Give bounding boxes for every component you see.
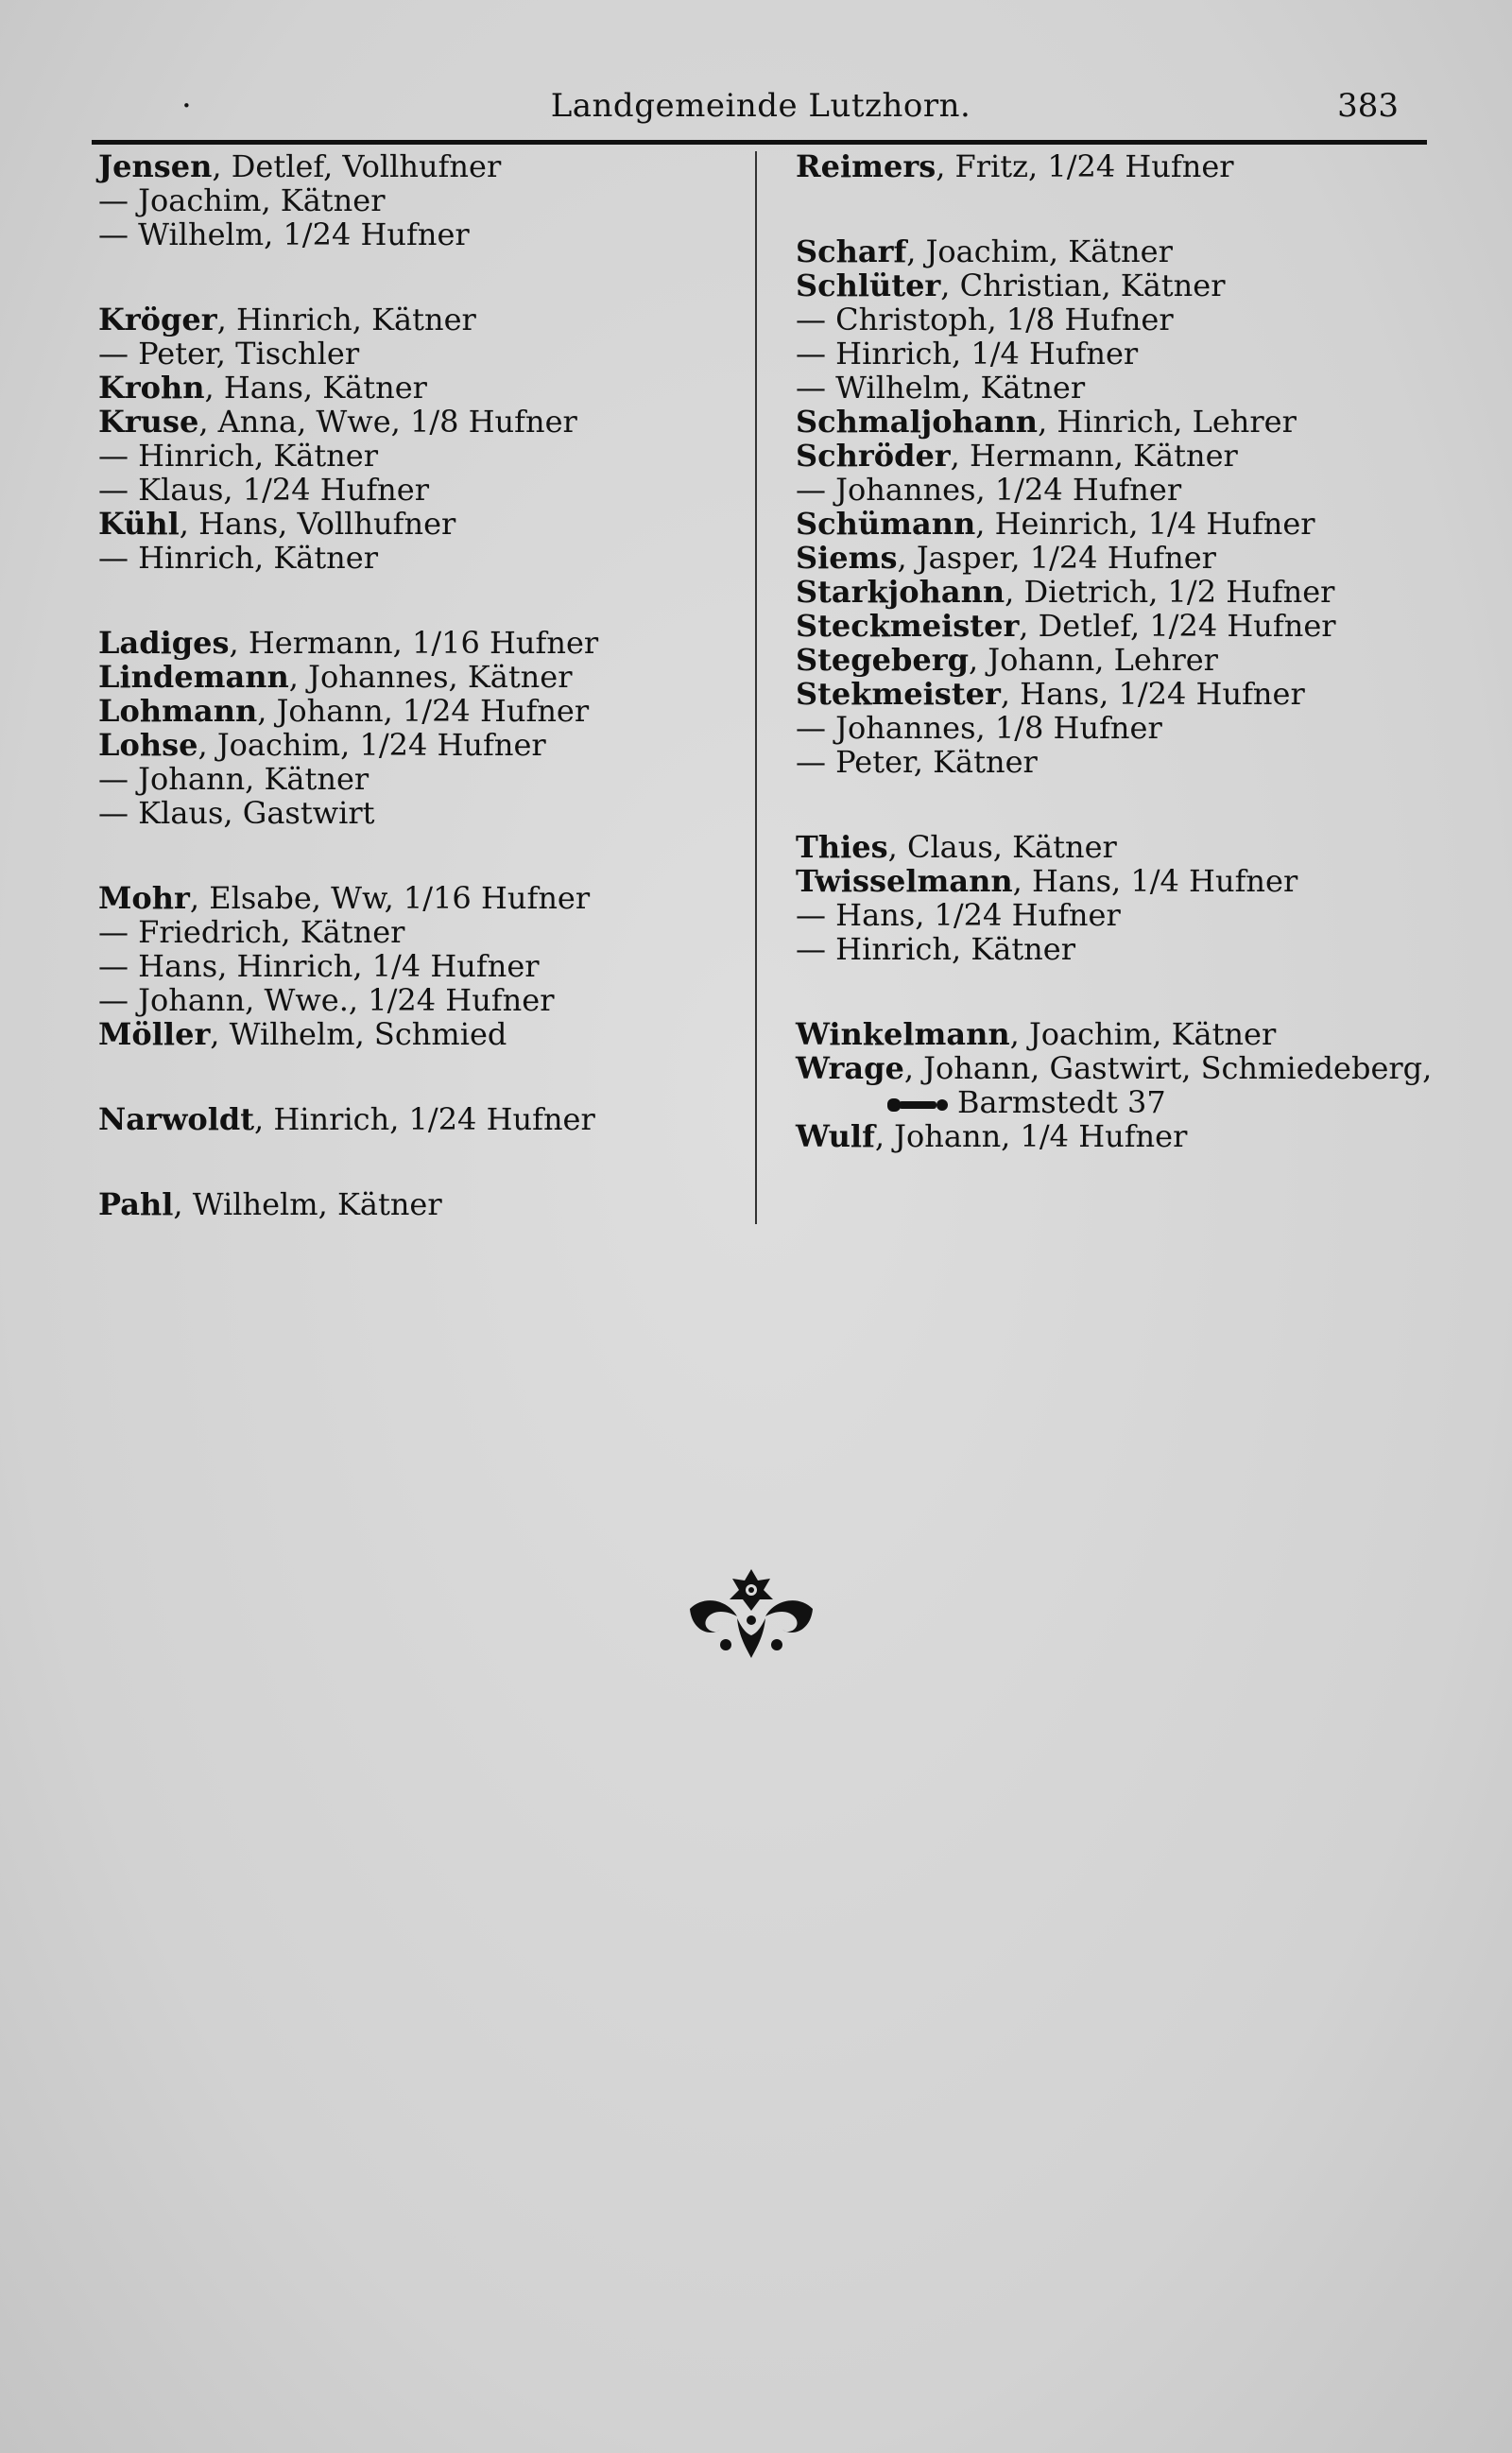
surname: Krohn	[98, 370, 205, 406]
list-item: — Hans, 1/24 Hufner	[796, 897, 1121, 933]
group-gap	[796, 183, 1438, 234]
surname: Mohr	[98, 880, 190, 916]
list-item: — Johann, Kätner	[98, 761, 369, 797]
left-column	[98, 149, 741, 1221]
list-item: — Klaus, 1/24 Hufner	[98, 472, 429, 508]
list-item: Jensen, Detlef, Vollhufner	[98, 148, 502, 184]
list-item: Schümann, Heinrich, 1/4 Hufner	[796, 506, 1315, 542]
list-item: Lindemann, Johannes, Kätner	[98, 659, 573, 695]
surname: Lohmann	[98, 693, 258, 729]
surname: Siems	[796, 540, 898, 576]
page-header	[94, 87, 1427, 144]
telephone-hand-icon	[885, 1093, 952, 1117]
list-item: — Klaus, Gastwirt	[98, 795, 375, 831]
surname: Schmaljohann	[796, 404, 1039, 440]
surname: Winkelmann	[796, 1016, 1010, 1052]
group-gap	[98, 1136, 741, 1187]
surname: Scharf	[796, 233, 907, 269]
list-item: Stegeberg, Johann, Lehrer	[796, 642, 1218, 678]
list-item: — Johannes, 1/8 Hufner	[796, 710, 1162, 746]
surname: Narwoldt	[98, 1101, 255, 1137]
surname: Reimers	[796, 148, 936, 184]
list-item: — Christoph, 1/8 Hufner	[796, 302, 1174, 337]
surname: Stekmeister	[796, 676, 1001, 712]
list-item: Lohmann, Johann, 1/24 Hufner	[98, 693, 590, 729]
surname: Kühl	[98, 506, 180, 542]
list-item: Wrage, Johann, Gastwirt, Schmiedeberg,	[796, 1050, 1433, 1086]
surname: Möller	[98, 1016, 211, 1052]
list-item: — Joachim, Kätner	[98, 182, 386, 218]
right-column	[796, 149, 1438, 1153]
surname: Steckmeister	[796, 608, 1020, 644]
page-title: Landgemeinde Lutzhorn.	[550, 87, 971, 125]
surname: Twisselmann	[796, 863, 1013, 899]
surname: Lohse	[98, 727, 198, 763]
list-item: — Peter, Kätner	[796, 744, 1038, 780]
header-rule	[92, 140, 1427, 145]
surname: Ladiges	[98, 625, 230, 661]
surname: Starkjohann	[796, 574, 1005, 610]
list-item: Pahl, Wilhelm, Kätner	[98, 1186, 442, 1222]
list-item: Kröger, Hinrich, Kätner	[98, 302, 476, 337]
list-item: — Hans, Hinrich, 1/4 Hufner	[98, 948, 540, 984]
list-item: Stekmeister, Hans, 1/24 Hufner	[796, 676, 1305, 712]
list-item: Winkelmann, Joachim, Kätner	[796, 1016, 1277, 1052]
list-item: Starkjohann, Dietrich, 1/2 Hufner	[796, 574, 1335, 610]
list-item: — Peter, Tischler	[98, 336, 360, 371]
list-item: Schlüter, Christian, Kätner	[796, 268, 1226, 303]
telephone-number: Barmstedt 37	[957, 1084, 1166, 1120]
header-dot: ·	[181, 87, 192, 125]
group-gap	[98, 251, 741, 302]
surname: Wulf	[796, 1118, 875, 1154]
group-gap	[98, 1051, 741, 1102]
list-item: Kühl, Hans, Vollhufner	[98, 506, 456, 542]
surname: Kruse	[98, 404, 199, 440]
list-item: Scharf, Joachim, Kätner	[796, 233, 1173, 269]
surname: Thies	[796, 829, 888, 865]
list-item: — Johann, Wwe., 1/24 Hufner	[98, 982, 555, 1018]
group-gap	[796, 779, 1438, 830]
list-item: — Hinrich, Kätner	[98, 438, 379, 474]
list-item: — Hinrich, Kätner	[796, 931, 1076, 967]
list-item: Kruse, Anna, Wwe, 1/8 Hufner	[98, 404, 577, 440]
surname: Schlüter	[796, 268, 941, 303]
column-divider	[755, 151, 757, 1224]
list-item: Schmaljohann, Hinrich, Lehrer	[796, 404, 1297, 440]
list-item: — Wilhelm, Kätner	[796, 370, 1086, 406]
list-item: Wulf, Johann, 1/4 Hufner	[796, 1118, 1188, 1154]
surname: Stegeberg	[796, 642, 969, 678]
floral-ornament-icon	[680, 1562, 822, 1666]
group-gap	[98, 575, 741, 626]
list-item: Möller, Wilhelm, Schmied	[98, 1016, 507, 1052]
list-item: Twisselmann, Hans, 1/4 Hufner	[796, 863, 1298, 899]
list-item: Schröder, Hermann, Kätner	[796, 438, 1238, 474]
list-item: — Wilhelm, 1/24 Hufner	[98, 216, 470, 252]
list-item: Ladiges, Hermann, 1/16 Hufner	[98, 625, 599, 661]
list-item: — Hinrich, 1/4 Hufner	[796, 336, 1139, 371]
list-item: Lohse, Joachim, 1/24 Hufner	[98, 727, 546, 763]
list-item: Reimers, Fritz, 1/24 Hufner	[796, 148, 1234, 184]
list-item-continuation	[796, 1085, 1438, 1119]
list-item: Siems, Jasper, 1/24 Hufner	[796, 540, 1216, 576]
surname: Wrage	[796, 1050, 904, 1086]
group-gap	[796, 966, 1438, 1017]
page-number: 383	[1337, 87, 1399, 125]
list-item: — Johannes, 1/24 Hufner	[796, 472, 1182, 508]
surname: Jensen	[98, 148, 213, 184]
list-item: Steckmeister, Detlef, 1/24 Hufner	[796, 608, 1336, 644]
surname: Lindemann	[98, 659, 289, 695]
list-item: Narwoldt, Hinrich, 1/24 Hufner	[98, 1101, 595, 1137]
surname: Schümann	[796, 506, 976, 542]
list-item: Krohn, Hans, Kätner	[98, 370, 427, 406]
surname: Kröger	[98, 302, 217, 337]
list-item: — Hinrich, Kätner	[98, 540, 379, 576]
list-item: Thies, Claus, Kätner	[796, 829, 1117, 865]
list-item: — Friedrich, Kätner	[98, 914, 405, 950]
surname: Schröder	[796, 438, 951, 474]
list-item: Mohr, Elsabe, Ww, 1/16 Hufner	[98, 880, 591, 916]
surname: Pahl	[98, 1186, 174, 1222]
group-gap	[98, 830, 741, 881]
